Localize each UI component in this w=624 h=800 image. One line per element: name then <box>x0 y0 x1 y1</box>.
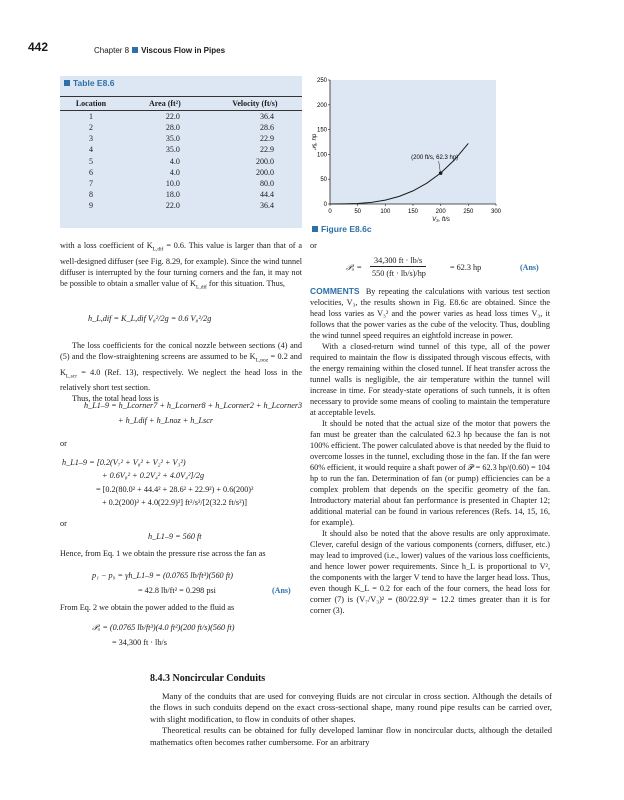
cell-location: 1 <box>88 112 93 121</box>
page-header <box>28 40 598 58</box>
equation-power-2: = 34,300 ft · lb/s <box>112 638 167 647</box>
table-title <box>64 78 114 89</box>
plot-area <box>330 80 496 204</box>
y-tick-label: 150 <box>316 127 327 134</box>
equation-hp-lhs: 𝒫ₐ = <box>346 263 362 272</box>
comment-paragraph-4: It should also be noted that the above results are only approximate. Clever, careful design of the various components (corners, diffuser, etc.) may lead to improved (i.e., lower) values of the various loss coefficients, and hence lower power requirements. Since h_L is proportional to V², the components with the larger V tend to have the larger head loss. Thus, even though K_L = 0.2 for each of the four corners, the head loss for corner (7) is (V₇/V₃)² = (80/22.9)² = 12.2 times greater than it is for corner (3). <box>310 529 550 615</box>
or-2: or <box>60 519 67 528</box>
text: The loss coefficients for the conical nozzle between sections (4) and (5) and the flow-straightening screens are assumed to be K <box>60 341 302 361</box>
table-row <box>60 156 302 167</box>
equation-pressure-2: = 42.8 lb/ft² = 0.298 psi <box>138 586 216 595</box>
x-tick-label: 150 <box>407 209 419 215</box>
comment-paragraph-1 <box>310 286 550 341</box>
chapter-number: Chapter 8 <box>94 46 130 55</box>
data-table <box>60 96 302 212</box>
cell-location: 4 <box>88 145 93 155</box>
answer-label-pressure: (Ans) <box>272 586 291 595</box>
y-tick-label: 50 <box>320 177 327 184</box>
text: for this situation. Thus, <box>206 278 285 288</box>
x-tick-label: 200 <box>435 209 446 215</box>
x-tick-label: 100 <box>380 209 391 215</box>
table-row <box>60 133 302 144</box>
equation-head-loss-result: h_L1–9 = 560 ft <box>148 532 202 541</box>
cell-area: 10.0 <box>165 179 180 189</box>
text: = 0.2 and K <box>60 352 302 377</box>
nozzle-text <box>60 340 302 393</box>
table-row <box>60 167 302 178</box>
left-column <box>60 240 302 292</box>
cell-velocity: 200.0 <box>256 167 274 177</box>
paragraph-diffuser <box>60 240 302 292</box>
equation-diffuser: h_L,dif = K_L,dif V₈²/2g = 0.6 V₈²/2g <box>88 314 212 323</box>
cell-velocity: 44.4 <box>260 190 274 200</box>
cell-area: 4.0 <box>169 167 180 177</box>
cell-location: 6 <box>88 167 93 177</box>
paragraph-power-added: From Eq. 2 we obtain the power added to the fluid as <box>60 603 235 612</box>
cell-location: 2 <box>88 123 93 133</box>
comment-paragraph-3: It should be noted that the actual size of the motor that powers the fan must be greater than the calculated 62.3 hp because the fan is not 100% efficient. The power calculated above is that needed by the fluid to overcome losses in the tunnel, excluding those in the fan. If the fan were 60% efficient, it would require a shaft power of 𝒫 = 62.3 hp/(0.60) = 104 hp to run the fan. Determination of fan (or pump) efficiencies can be a complex problem that depends on the specific geometry of the fan. Introductory material about fan performance is presented in Chapter 12; additional material can be found in various references (Refs. 14, 15, 16, for example). <box>310 419 550 527</box>
section-heading: 8.4.3 Noncircular Conduits <box>150 673 266 684</box>
section-body <box>150 691 552 748</box>
or-right: or <box>310 241 317 250</box>
data-point-marker <box>439 171 443 175</box>
y-tick-label: 250 <box>316 78 327 84</box>
y-tick-label: 100 <box>316 152 327 159</box>
cell-velocity: 36.4 <box>260 201 274 211</box>
equation-pressure-1: p₁ − p₉ = γh_L1–9 = (0.0765 lb/ft³)(560 ft) <box>92 571 233 580</box>
x-axis-label: V₃, ft/s <box>432 217 450 222</box>
total-head-loss-text: Thus, the total head loss is <box>72 394 159 404</box>
paragraph-nozzle <box>60 340 302 404</box>
col-header-velocity: Velocity (ft/s) <box>208 97 302 111</box>
figure-caption <box>312 224 372 235</box>
subscript: L,dif <box>152 246 164 253</box>
equation-hp-numerator: 34,300 ft · lb/s <box>370 255 426 267</box>
page-number: 442 <box>28 40 49 54</box>
text: = 4.0 (Ref. 13), respectively. We neglect the head loss in the relatively short test section. <box>60 367 302 393</box>
x-tick-label: 250 <box>463 209 474 215</box>
equation-hp-denominator: 550 (ft · lb/s)/hp <box>372 269 426 278</box>
equation-total-loss-2: + h_Ldif + h_Lnoz + h_Lscr <box>118 416 214 425</box>
cell-location: 8 <box>88 190 93 200</box>
paragraph-pressure-rise: Hence, from Eq. 1 we obtain the pressure rise across the fan as <box>60 549 266 558</box>
square-icon <box>132 47 138 53</box>
cell-location: 9 <box>88 201 93 211</box>
table-row <box>60 144 302 155</box>
comment-paragraph-2: With a closed-return wind tunnel of this type, all of the power required to maintain the flow is dissipated through viscous effects, with the energy remaining within the closed tunnel. If heat transfer across the tunnel walls is negligible, the air temperature within the tunnel will increase in time. For steady-state operations of such tunnels, it is often necessary to provide some means of cooling to maintain the temperature at acceptable levels. <box>310 342 550 417</box>
chapter-label <box>94 45 225 56</box>
table-row <box>60 189 302 200</box>
cell-area: 18.0 <box>165 190 180 200</box>
comments-label: COMMENTS <box>310 286 360 296</box>
text: By repeating the calculations with various test section velocities, V₃, the results shown in Fig. E8.6c are obtained. Since the head loss varies as V₃² and the power varies as head loss times V₃, it follows that the power varies as the cube of the velocity. Thus, doubling the wind tunnel speed requires an eightfold increase in power. <box>310 287 551 340</box>
comments-section <box>310 286 550 616</box>
equation-total-loss-1: h_L1–9 = h_Lcorner7 + h_Lcorner8 + h_Lcorner2 + h_Lcorner3 <box>84 401 303 410</box>
cell-location: 7 <box>88 179 93 189</box>
table-body <box>60 111 302 212</box>
col-header-area: Area (ft²) <box>122 97 208 111</box>
cell-area: 4.0 <box>169 156 180 166</box>
equation-expanded-3: = [0.2(80.0² + 44.4² + 28.6² + 22.9²) + 0.6(200)² <box>96 485 254 494</box>
cell-area: 35.0 <box>165 134 180 144</box>
cell-velocity: 80.0 <box>260 179 274 189</box>
cell-area: 22.0 <box>165 112 180 121</box>
table-e8-6 <box>60 76 302 228</box>
x-tick-label: 0 <box>328 209 332 215</box>
or-1: or <box>60 439 67 448</box>
table-row <box>60 200 302 211</box>
cell-location: 5 <box>88 156 93 166</box>
table-row <box>60 122 302 133</box>
answer-label-power: (Ans) <box>520 263 539 272</box>
square-icon <box>64 80 70 86</box>
table-title-text: Table E8.6 <box>73 78 115 88</box>
subscript: L,dif <box>195 284 207 291</box>
cell-velocity: 22.9 <box>260 134 274 144</box>
chapter-title: Viscous Flow in Pipes <box>141 46 226 55</box>
cell-location: 3 <box>88 134 93 144</box>
y-tick-label: 0 <box>323 202 327 208</box>
equation-hp-rhs: = 62.3 hp <box>450 263 482 272</box>
text: with a loss coefficient of K <box>60 241 153 250</box>
section-paragraph-2: Theoretical results can be obtained for fully developed laminar flow in noncircular ducts, although the detailed mathematics often becomes rather cumbersome. For an arbitrary <box>150 725 552 747</box>
cell-velocity: 200.0 <box>256 156 274 166</box>
y-axis-label: 𝒫ₐ, hp <box>312 133 318 151</box>
x-tick-label: 300 <box>490 209 502 215</box>
cell-area: 35.0 <box>165 145 180 155</box>
equation-expanded-4: + 0.2(200)² + 4.0(22.9)²] ft²/s²/[2(32.2 ft/s²)] <box>102 498 247 507</box>
x-tick-label: 50 <box>354 209 362 215</box>
cell-area: 28.0 <box>165 123 180 133</box>
square-icon <box>312 226 318 232</box>
cell-velocity: 36.4 <box>260 112 274 121</box>
subscript: L,scr <box>65 373 78 380</box>
cell-area: 22.0 <box>165 201 180 211</box>
equation-expanded-1: h_L1–9 = [0.2(V₇² + V₈² + V₂² + V₃²) <box>62 458 186 467</box>
section-paragraph-1: Many of the conduits that are used for conveying fluids are not circular in cross section. Although the details of the flows in such conduits depend on the exact cross-sectional shape, many round pipe results can be carried over, with slight modification, to flow in conduits of other shapes. <box>150 691 552 724</box>
cell-velocity: 28.6 <box>260 123 274 133</box>
subscript: L,noz <box>255 357 269 364</box>
cell-velocity: 22.9 <box>260 145 274 155</box>
equation-power-1: 𝒫ₐ = (0.0765 lb/ft³)(4.0 ft²)(200 ft/s)(560 ft) <box>92 623 235 632</box>
figure-caption-text: Figure E8.6c <box>321 224 372 234</box>
equation-expanded-2: + 0.6V₈² + 0.2V₄² + 4.0V₄²]/2g <box>102 471 205 480</box>
y-tick-label: 200 <box>316 102 327 109</box>
col-header-location: Location <box>60 97 122 111</box>
table-row <box>60 111 302 123</box>
table-row <box>60 178 302 189</box>
power-velocity-chart <box>312 72 512 222</box>
annotation-label: (200 ft/s, 62.3 hp) <box>411 155 459 162</box>
text: = 0.6. This value is larger than that of a well-designed diffuser (see Fig. 8.29, for example). Since the wind tunnel diffuser is interrupted by the four turning corners and the fan, it may not be possible to obtain a smaller value of K <box>60 241 302 288</box>
